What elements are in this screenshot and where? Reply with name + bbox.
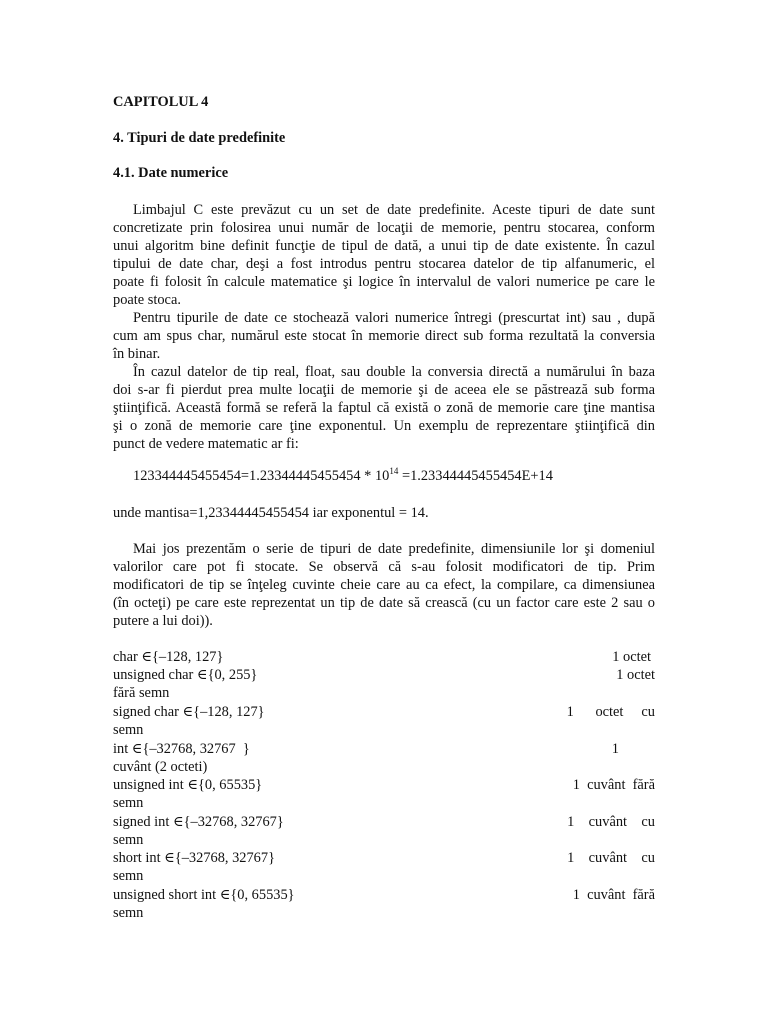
paragraph-line: în binar.	[113, 346, 161, 362]
type-item-wrap: cuvânt (2 octeti)	[113, 759, 208, 775]
type-item-size: 1 octet	[612, 649, 651, 665]
type-item-size: 1 cuvânt fără	[572, 887, 655, 903]
paragraph-line: ştiinţifică. Această formă se referă la faptul că există o zonă de memorie care ţine mantisa	[113, 400, 655, 416]
paragraph-line: În cazul datelor de tip real, float, sau double la conversia directă a numărului în baza	[133, 364, 655, 380]
type-item-left: signed char ∈{–128, 127}	[113, 704, 265, 720]
paragraph-1	[113, 201, 655, 309]
paragraph-line: poate stoca.	[113, 292, 181, 308]
mantissa-line: unde mantisa=1,23344445455454 iar exponentul = 14.	[113, 505, 429, 521]
type-item-size: 1 cuvânt cu	[567, 814, 655, 830]
paragraph-line: valorilor care pot fi stocate. Se observă că s-au folosit modificatori de tip. Prim	[113, 559, 655, 575]
paragraph-line: doi s-ar fi pierdut prea multe locaţii de memorie şi de aceea ele se păstrează sub forma	[113, 382, 655, 398]
paragraph-line: unui algoritm bine definit funcţie de tipul de dată, a unui tip de date existente. În cazul	[113, 238, 655, 254]
type-item-left: unsigned int ∈{0, 65535}	[113, 777, 263, 793]
paragraph-3	[113, 363, 655, 453]
type-item-size: 1	[611, 741, 619, 757]
formula-right: =1.23344445455454E+14	[398, 468, 553, 484]
scientific-notation-formula	[133, 467, 553, 485]
formula-exponent: 14	[389, 466, 399, 476]
paragraph-line: modificatori de tip se înţeleg cuvinte cheie care au ca efect, la compilare, ca dimensiunea	[113, 577, 655, 593]
type-item-left: unsigned short int ∈{0, 65535}	[113, 887, 295, 903]
paragraph-line: Mai jos prezentăm o serie de tipuri de date predefinite, dimensiunile lor şi domeniul	[133, 541, 655, 557]
subsection-title: 4.1. Date numerice	[113, 165, 229, 181]
paragraph-line: cum am spus char, numărul este stocat în memorie direct sub forma rezultată la conversia	[113, 328, 655, 344]
type-item-left: unsigned char ∈{0, 255}	[113, 667, 258, 683]
type-item-wrap: semn	[113, 868, 144, 884]
type-item-left: signed int ∈{–32768, 32767}	[113, 814, 284, 830]
type-item-wrap: semn	[113, 905, 144, 921]
paragraph-line: concretizate prin folosirea unui număr de locaţii de memorie, pentru stocarea, conform	[113, 220, 655, 236]
paragraph-line: (în octeţi) pe care este reprezentat un tip de date să crească (cu un factor care este 2 sau o	[113, 595, 655, 611]
type-item-size: 1 octet	[616, 667, 655, 683]
type-item-size: 1 octet cu	[566, 704, 655, 720]
type-item-size: 1 cuvânt fără	[572, 777, 655, 793]
section-title: 4. Tipuri de date predefinite	[113, 130, 286, 146]
paragraph-4	[113, 540, 655, 630]
chapter-title: CAPITOLUL 4	[113, 94, 209, 110]
paragraph-line: putere a lui doi)).	[113, 613, 213, 629]
type-item-wrap: semn	[113, 832, 144, 848]
type-item-left: char ∈{–128, 127}	[113, 649, 224, 665]
type-item-wrap: semn	[113, 722, 144, 738]
paragraph-line: poate fi folosit în calcule matematice şi logice în intervalul de valori numerice pe care le	[113, 274, 655, 290]
type-item-size: 1 cuvânt cu	[567, 850, 655, 866]
type-item-wrap: semn	[113, 795, 144, 811]
paragraph-line: tipului de date char, deşi a fost introdus pentru stocarea datelor de tip alfanumeric, el	[113, 256, 655, 272]
type-item-left: int ∈{–32768, 32767 }	[113, 741, 250, 757]
paragraph-line: şi o zonă de memorie care ţine exponentul. Un exemplu de reprezentare ştiinţifică din	[113, 418, 655, 434]
paragraph-line: Pentru tipurile de date ce stochează valori numerice întregi (prescurtat int) sau , după	[133, 310, 655, 326]
paragraph-line: punct de vedere matematic ar fi:	[113, 436, 299, 452]
type-item-wrap: fără semn	[113, 685, 170, 701]
paragraph-2	[113, 309, 655, 363]
type-item-left: short int ∈{–32768, 32767}	[113, 850, 275, 866]
formula-left: 123344445455454=1.23344445455454 * 10	[133, 468, 390, 484]
paragraph-line: Limbajul C este prevăzut cu un set de date predefinite. Aceste tipuri de date sunt	[133, 202, 655, 218]
